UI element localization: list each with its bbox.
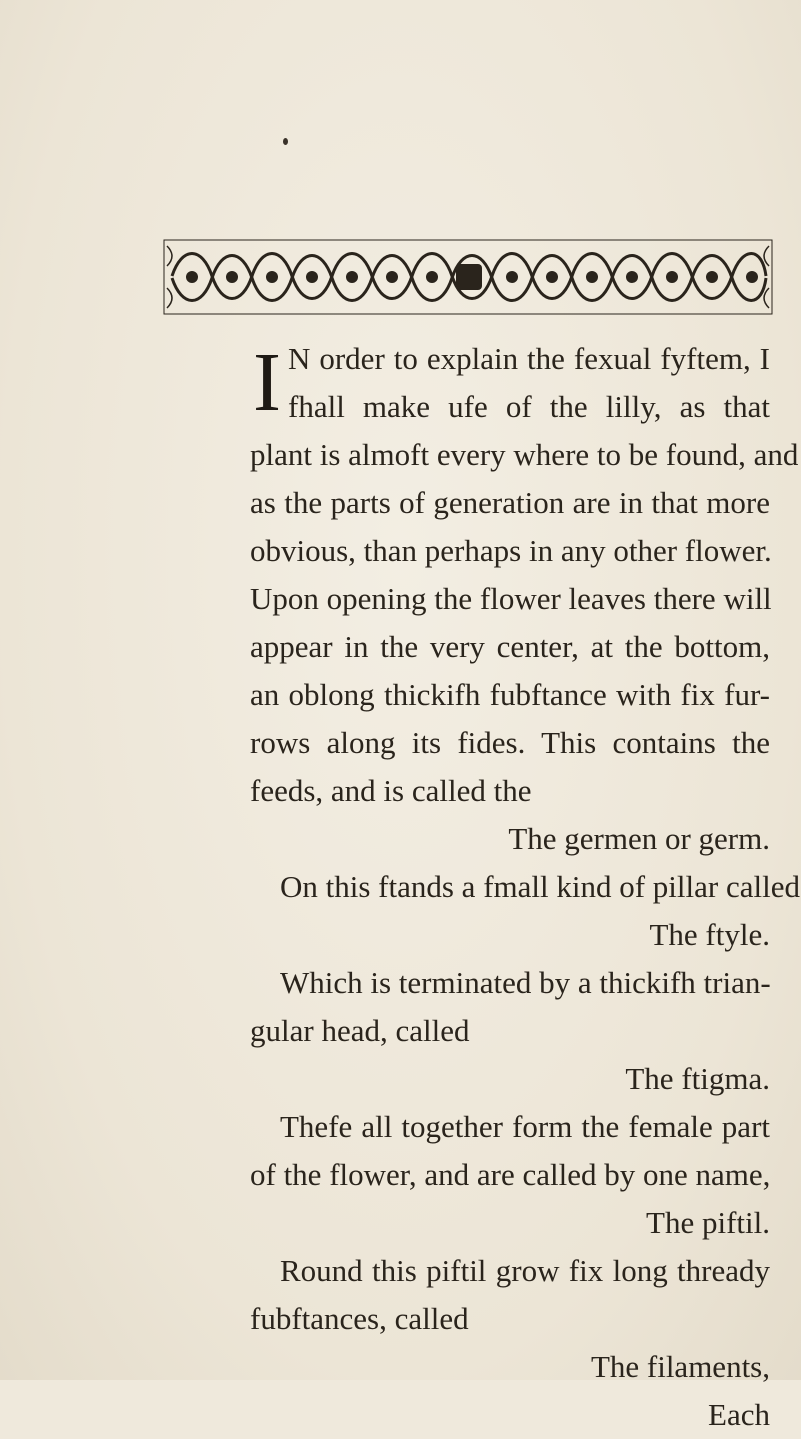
text-line: of the flower, and are called by one name,	[250, 1157, 771, 1192]
term-heading: The ftyle.	[649, 917, 770, 952]
text-line: Which is terminated by a thickifh trian-	[280, 965, 771, 1000]
drop-cap: I	[253, 336, 281, 429]
term-heading: The germen or germ.	[508, 821, 770, 856]
text-line: plant is almoft every where to be found, and	[250, 437, 799, 472]
text-line: Upon opening the flower leaves there will	[250, 581, 772, 616]
text-line: rows along its fides. This contains the	[250, 725, 770, 760]
text-line: fhall make ufe of the lilly, as that	[288, 389, 770, 424]
term-heading: The ftigma.	[625, 1061, 770, 1096]
text-line: feeds, and is called the	[250, 773, 532, 808]
ink-spot	[283, 138, 288, 145]
text-line: an oblong thickifh fubftance with fix fur-	[250, 677, 770, 712]
term-heading: The piftil.	[646, 1205, 770, 1240]
body-text	[250, 335, 800, 1439]
text-line: N order to explain the fexual fyftem, I	[288, 341, 770, 376]
term-heading: The filaments,	[590, 1349, 770, 1384]
text-line: gular head, called	[250, 1013, 470, 1048]
text-line: appear in the very center, at the bottom,	[250, 629, 770, 664]
text-line: Thefe all together form the female part	[280, 1109, 770, 1144]
text-line: obvious, than perhaps in any other flower.	[250, 533, 772, 568]
catchword: Each	[708, 1397, 770, 1432]
text-line: On this ftands a fmall kind of pillar called	[280, 869, 800, 904]
text-line: Round this piftil grow fix long thready	[280, 1253, 770, 1288]
text-line: as the parts of generation are in that more	[250, 485, 770, 520]
text-line: fubftances, called	[250, 1301, 469, 1336]
ornamental-headpiece-icon	[162, 236, 774, 318]
